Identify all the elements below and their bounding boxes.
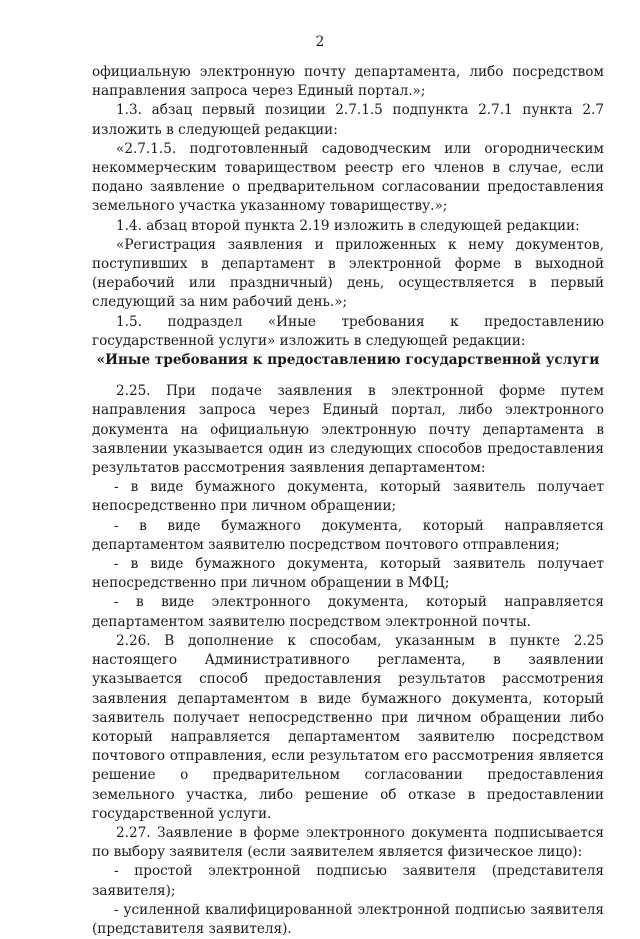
paragraph-2-26: 2.26. В дополнение к способам, указанным в пункте 2.25 настоящего Административного регламента, в заявлении указывается способ предоставления результатов рассмотрения заявления департаментом в виде бумажного документа, который заявитель получает непосредственно при личном обращении либо который направляется департаментом заявителю посредством почтового отправления, если результатом его рассмотрения является решение о предварительном согласовании предоставления земельного участка, либо решение об отказе в предоставлении государственной услуги. — [92, 632, 604, 822]
paragraph-2-7-1-5: «2.7.1.5. подготовленный садоводческим или огородническим некоммерческим товариществом реестр его членов в случае, если подано заявление о предварительном согласовании предоставления земельного участка указанному товариществу.»; — [92, 140, 604, 215]
paragraph-2-25: 2.25. При подаче заявления в электронной форме путем направления запроса через Единый портал, либо электронного документа на официальную электронную почту департамента в заявлении указывается один из следующих способов предоставления результатов рассмотрения заявления департаментом: — [92, 383, 604, 477]
paragraph-registration: «Регистрация заявления и приложенных к нему документов, поступивших в департамент в электронной форме в выходной (нерабочий или праздничный) день, осуществляется в первый следующий за ним рабочий день.»; — [92, 236, 604, 311]
paragraph-1-5: 1.5. подраздел «Иные требования к предоставлению государственной услуги» изложить в следующей редакции: — [92, 313, 604, 349]
list-item: - в виде бумажного документа, который заявитель получает непосредственно при личном обращении в МФЦ; — [92, 556, 604, 592]
list-item: - в виде бумажного документа, который заявитель получает непосредственно при личном обращении; — [92, 479, 604, 515]
document-body — [92, 63, 604, 939]
list-item: - в виде бумажного документа, который направляется департаментом заявителю посредством почтового отправления; — [92, 517, 604, 553]
page-number: 2 — [315, 34, 325, 50]
section-heading: «Иные требования к предоставлению государственной услуги — [96, 352, 600, 369]
list-item: - в виде электронного документа, который направляется департаментом заявителю посредством электронной почты. — [92, 594, 604, 630]
list-item: - усиленной квалифицированной электронной подписью заявителя (представителя заявителя). — [92, 901, 604, 937]
paragraph-1-4: 1.4. абзац второй пункта 2.19 изложить в следующей редакции: — [116, 217, 580, 234]
paragraph-1-3: 1.3. абзац первый позиции 2.7.1.5 подпункта 2.7.1 пункта 2.7 изложить в следующей редакции: — [92, 102, 604, 138]
paragraph-2-27: 2.27. Заявление в форме электронного документа подписывается по выбору заявителя (если заявителем является физическое лицо): — [92, 824, 604, 861]
paragraph-continuation: официальную электронную почту департамента, либо посредством направления запроса через Единый портал.»; — [92, 64, 604, 100]
list-item: - простой электронной подписью заявителя (представителя заявителя); — [92, 863, 604, 899]
